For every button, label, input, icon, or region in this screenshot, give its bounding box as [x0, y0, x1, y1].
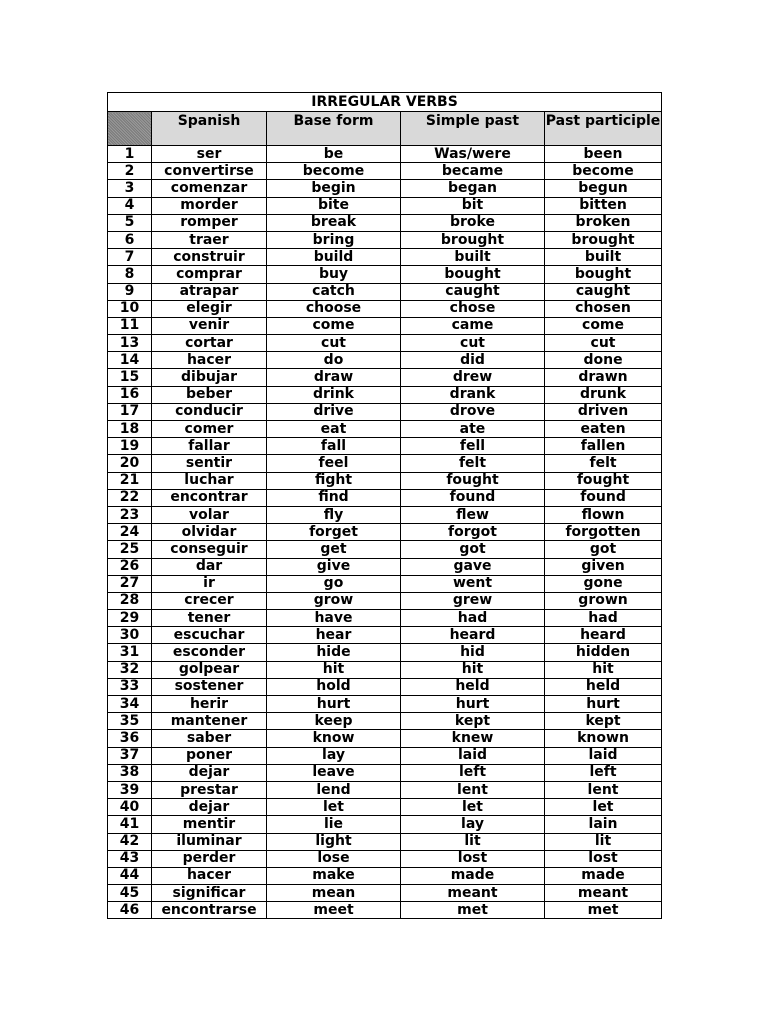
- table-row: [108, 696, 662, 713]
- base-form-cell: lose: [267, 850, 401, 867]
- spanish-cell: tener: [152, 610, 267, 627]
- table-row: [108, 627, 662, 644]
- table-row: [108, 300, 662, 317]
- past-participle-cell: lit: [545, 833, 662, 850]
- row-number: 3: [108, 180, 152, 197]
- simple-past-cell: began: [401, 180, 545, 197]
- simple-past-cell: lost: [401, 850, 545, 867]
- spanish-cell: atrapar: [152, 283, 267, 300]
- row-number: 32: [108, 661, 152, 678]
- simple-past-cell: flew: [401, 506, 545, 523]
- simple-past-cell: drew: [401, 369, 545, 386]
- row-number: 28: [108, 592, 152, 609]
- table-row: [108, 197, 662, 214]
- row-number: 10: [108, 300, 152, 317]
- simple-past-cell: grew: [401, 592, 545, 609]
- past-participle-cell: caught: [545, 283, 662, 300]
- table-row: [108, 438, 662, 455]
- past-participle-cell: drunk: [545, 386, 662, 403]
- row-number: 44: [108, 867, 152, 884]
- row-number: 18: [108, 421, 152, 438]
- simple-past-cell: fell: [401, 438, 545, 455]
- base-form-cell: know: [267, 730, 401, 747]
- base-form-cell: do: [267, 352, 401, 369]
- row-number: 40: [108, 799, 152, 816]
- table-row: [108, 369, 662, 386]
- base-form-cell: hide: [267, 644, 401, 661]
- table-row: [108, 644, 662, 661]
- simple-past-cell: held: [401, 678, 545, 695]
- spanish-cell: convertirse: [152, 163, 267, 180]
- base-form-cell: hear: [267, 627, 401, 644]
- row-number: 8: [108, 266, 152, 283]
- base-form-cell: hold: [267, 678, 401, 695]
- header-spanish: Spanish: [152, 112, 267, 146]
- past-participle-cell: laid: [545, 747, 662, 764]
- spanish-cell: olvidar: [152, 524, 267, 541]
- table-row: [108, 661, 662, 678]
- table-row: [108, 850, 662, 867]
- spanish-cell: sentir: [152, 455, 267, 472]
- simple-past-cell: brought: [401, 231, 545, 248]
- past-participle-cell: hidden: [545, 644, 662, 661]
- spanish-cell: dar: [152, 558, 267, 575]
- table-row: [108, 421, 662, 438]
- table-row: [108, 713, 662, 730]
- simple-past-cell: hurt: [401, 696, 545, 713]
- past-participle-cell: been: [545, 146, 662, 163]
- base-form-cell: light: [267, 833, 401, 850]
- base-form-cell: draw: [267, 369, 401, 386]
- simple-past-cell: cut: [401, 335, 545, 352]
- past-participle-cell: made: [545, 867, 662, 884]
- past-participle-cell: had: [545, 610, 662, 627]
- spanish-cell: ir: [152, 575, 267, 592]
- base-form-cell: buy: [267, 266, 401, 283]
- base-form-cell: mean: [267, 885, 401, 902]
- past-participle-cell: cut: [545, 335, 662, 352]
- row-number: 29: [108, 610, 152, 627]
- row-number: 43: [108, 850, 152, 867]
- past-participle-cell: given: [545, 558, 662, 575]
- simple-past-cell: chose: [401, 300, 545, 317]
- past-participle-cell: left: [545, 764, 662, 781]
- simple-past-cell: lent: [401, 781, 545, 798]
- base-form-cell: bring: [267, 231, 401, 248]
- base-form-cell: lay: [267, 747, 401, 764]
- table-row: [108, 730, 662, 747]
- past-participle-cell: brought: [545, 231, 662, 248]
- spanish-cell: golpear: [152, 661, 267, 678]
- simple-past-cell: met: [401, 902, 545, 919]
- table-row: [108, 816, 662, 833]
- spanish-cell: mantener: [152, 713, 267, 730]
- spanish-cell: construir: [152, 249, 267, 266]
- past-participle-cell: done: [545, 352, 662, 369]
- row-number: 30: [108, 627, 152, 644]
- spanish-cell: fallar: [152, 438, 267, 455]
- past-participle-cell: built: [545, 249, 662, 266]
- row-number: 1: [108, 146, 152, 163]
- spanish-cell: encontrarse: [152, 902, 267, 919]
- table-row: [108, 524, 662, 541]
- spanish-cell: conducir: [152, 403, 267, 420]
- table-row: [108, 592, 662, 609]
- row-number: 7: [108, 249, 152, 266]
- simple-past-cell: hid: [401, 644, 545, 661]
- spanish-cell: hacer: [152, 352, 267, 369]
- simple-past-cell: drove: [401, 403, 545, 420]
- table-row: [108, 489, 662, 506]
- table-row: [108, 214, 662, 231]
- simple-past-cell: lay: [401, 816, 545, 833]
- table-row: [108, 386, 662, 403]
- base-form-cell: grow: [267, 592, 401, 609]
- table-row: [108, 317, 662, 334]
- simple-past-cell: built: [401, 249, 545, 266]
- base-form-cell: build: [267, 249, 401, 266]
- row-number: 24: [108, 524, 152, 541]
- past-participle-cell: broken: [545, 214, 662, 231]
- base-form-cell: lend: [267, 781, 401, 798]
- table-row: [108, 335, 662, 352]
- past-participle-cell: held: [545, 678, 662, 695]
- simple-past-cell: bought: [401, 266, 545, 283]
- base-form-cell: fight: [267, 472, 401, 489]
- header-simple-past: Simple past: [401, 112, 545, 146]
- row-number: 16: [108, 386, 152, 403]
- past-participle-cell: let: [545, 799, 662, 816]
- past-participle-cell: eaten: [545, 421, 662, 438]
- simple-past-cell: caught: [401, 283, 545, 300]
- row-number: 4: [108, 197, 152, 214]
- simple-past-cell: let: [401, 799, 545, 816]
- spanish-cell: conseguir: [152, 541, 267, 558]
- spanish-cell: ser: [152, 146, 267, 163]
- base-form-cell: drive: [267, 403, 401, 420]
- table-row: [108, 472, 662, 489]
- past-participle-cell: grown: [545, 592, 662, 609]
- row-number: 6: [108, 231, 152, 248]
- row-number: 15: [108, 369, 152, 386]
- past-participle-cell: chosen: [545, 300, 662, 317]
- base-form-cell: drink: [267, 386, 401, 403]
- spanish-cell: cortar: [152, 335, 267, 352]
- table-row: [108, 231, 662, 248]
- past-participle-cell: become: [545, 163, 662, 180]
- row-number: 39: [108, 781, 152, 798]
- simple-past-cell: left: [401, 764, 545, 781]
- base-form-cell: leave: [267, 764, 401, 781]
- corner-cell: [108, 112, 152, 146]
- spanish-cell: prestar: [152, 781, 267, 798]
- base-form-cell: break: [267, 214, 401, 231]
- table-row: [108, 678, 662, 695]
- row-number: 19: [108, 438, 152, 455]
- base-form-cell: meet: [267, 902, 401, 919]
- base-form-cell: forget: [267, 524, 401, 541]
- simple-past-cell: got: [401, 541, 545, 558]
- spanish-cell: beber: [152, 386, 267, 403]
- spanish-cell: saber: [152, 730, 267, 747]
- irregular-verbs-sheet: [107, 92, 662, 919]
- spanish-cell: hacer: [152, 867, 267, 884]
- row-number: 38: [108, 764, 152, 781]
- header-past-participle: Past participle: [545, 112, 662, 146]
- row-number: 46: [108, 902, 152, 919]
- past-participle-cell: lent: [545, 781, 662, 798]
- simple-past-cell: ate: [401, 421, 545, 438]
- table-row: [108, 146, 662, 163]
- past-participle-cell: found: [545, 489, 662, 506]
- table-row: [108, 833, 662, 850]
- row-number: 14: [108, 352, 152, 369]
- spanish-cell: luchar: [152, 472, 267, 489]
- simple-past-cell: bit: [401, 197, 545, 214]
- table-row: [108, 455, 662, 472]
- table-row: [108, 867, 662, 884]
- base-form-cell: come: [267, 317, 401, 334]
- row-number: 35: [108, 713, 152, 730]
- simple-past-cell: fought: [401, 472, 545, 489]
- spanish-cell: comenzar: [152, 180, 267, 197]
- row-number: 23: [108, 506, 152, 523]
- row-number: 27: [108, 575, 152, 592]
- table-row: [108, 885, 662, 902]
- simple-past-cell: heard: [401, 627, 545, 644]
- past-participle-cell: driven: [545, 403, 662, 420]
- past-participle-cell: forgotten: [545, 524, 662, 541]
- base-form-cell: be: [267, 146, 401, 163]
- base-form-cell: get: [267, 541, 401, 558]
- row-number: 26: [108, 558, 152, 575]
- simple-past-cell: knew: [401, 730, 545, 747]
- base-form-cell: keep: [267, 713, 401, 730]
- row-number: 21: [108, 472, 152, 489]
- past-participle-cell: met: [545, 902, 662, 919]
- spanish-cell: significar: [152, 885, 267, 902]
- spanish-cell: romper: [152, 214, 267, 231]
- table-row: [108, 799, 662, 816]
- row-number: 42: [108, 833, 152, 850]
- simple-past-cell: came: [401, 317, 545, 334]
- base-form-cell: hurt: [267, 696, 401, 713]
- base-form-cell: begin: [267, 180, 401, 197]
- table-row: [108, 163, 662, 180]
- table-row: [108, 506, 662, 523]
- row-number: 13: [108, 335, 152, 352]
- spanish-cell: comer: [152, 421, 267, 438]
- simple-past-cell: kept: [401, 713, 545, 730]
- row-number: 31: [108, 644, 152, 661]
- row-number: 17: [108, 403, 152, 420]
- simple-past-cell: Was/were: [401, 146, 545, 163]
- table-row: [108, 283, 662, 300]
- spanish-cell: iluminar: [152, 833, 267, 850]
- base-form-cell: have: [267, 610, 401, 627]
- base-form-cell: go: [267, 575, 401, 592]
- spanish-cell: dejar: [152, 764, 267, 781]
- row-number: 11: [108, 317, 152, 334]
- past-participle-cell: flown: [545, 506, 662, 523]
- row-number: 34: [108, 696, 152, 713]
- past-participle-cell: bitten: [545, 197, 662, 214]
- table-row: [108, 541, 662, 558]
- past-participle-cell: lost: [545, 850, 662, 867]
- base-form-cell: find: [267, 489, 401, 506]
- base-form-cell: bite: [267, 197, 401, 214]
- simple-past-cell: broke: [401, 214, 545, 231]
- simple-past-cell: lit: [401, 833, 545, 850]
- simple-past-cell: went: [401, 575, 545, 592]
- spanish-cell: comprar: [152, 266, 267, 283]
- base-form-cell: become: [267, 163, 401, 180]
- past-participle-cell: hurt: [545, 696, 662, 713]
- table-row: [108, 352, 662, 369]
- past-participle-cell: fallen: [545, 438, 662, 455]
- table-row: [108, 902, 662, 919]
- base-form-cell: fall: [267, 438, 401, 455]
- row-number: 20: [108, 455, 152, 472]
- table-row: [108, 575, 662, 592]
- past-participle-cell: got: [545, 541, 662, 558]
- spanish-cell: venir: [152, 317, 267, 334]
- simple-past-cell: laid: [401, 747, 545, 764]
- table-row: [108, 764, 662, 781]
- past-participle-cell: begun: [545, 180, 662, 197]
- past-participle-cell: known: [545, 730, 662, 747]
- row-number: 37: [108, 747, 152, 764]
- table-row: [108, 781, 662, 798]
- spanish-cell: perder: [152, 850, 267, 867]
- past-participle-cell: come: [545, 317, 662, 334]
- simple-past-cell: hit: [401, 661, 545, 678]
- base-form-cell: feel: [267, 455, 401, 472]
- base-form-cell: make: [267, 867, 401, 884]
- past-participle-cell: lain: [545, 816, 662, 833]
- spanish-cell: sostener: [152, 678, 267, 695]
- spanish-cell: morder: [152, 197, 267, 214]
- table-row: [108, 558, 662, 575]
- table-row: [108, 180, 662, 197]
- spanish-cell: crecer: [152, 592, 267, 609]
- header-base-form: Base form: [267, 112, 401, 146]
- past-participle-cell: meant: [545, 885, 662, 902]
- past-participle-cell: kept: [545, 713, 662, 730]
- base-form-cell: catch: [267, 283, 401, 300]
- past-participle-cell: drawn: [545, 369, 662, 386]
- past-participle-cell: bought: [545, 266, 662, 283]
- spanish-cell: traer: [152, 231, 267, 248]
- base-form-cell: cut: [267, 335, 401, 352]
- table-row: [108, 747, 662, 764]
- verbs-table: [107, 92, 662, 919]
- row-number: 22: [108, 489, 152, 506]
- table-row: [108, 266, 662, 283]
- spanish-cell: herir: [152, 696, 267, 713]
- row-number: 2: [108, 163, 152, 180]
- base-form-cell: let: [267, 799, 401, 816]
- past-participle-cell: heard: [545, 627, 662, 644]
- spanish-cell: escuchar: [152, 627, 267, 644]
- row-number: 25: [108, 541, 152, 558]
- row-number: 45: [108, 885, 152, 902]
- spanish-cell: mentir: [152, 816, 267, 833]
- past-participle-cell: fought: [545, 472, 662, 489]
- row-number: 33: [108, 678, 152, 695]
- simple-past-cell: had: [401, 610, 545, 627]
- simple-past-cell: gave: [401, 558, 545, 575]
- base-form-cell: give: [267, 558, 401, 575]
- past-participle-cell: gone: [545, 575, 662, 592]
- past-participle-cell: felt: [545, 455, 662, 472]
- table-row: [108, 249, 662, 266]
- base-form-cell: hit: [267, 661, 401, 678]
- row-number: 41: [108, 816, 152, 833]
- simple-past-cell: became: [401, 163, 545, 180]
- base-form-cell: lie: [267, 816, 401, 833]
- simple-past-cell: forgot: [401, 524, 545, 541]
- simple-past-cell: did: [401, 352, 545, 369]
- spanish-cell: volar: [152, 506, 267, 523]
- spanish-cell: esconder: [152, 644, 267, 661]
- table-row: [108, 403, 662, 420]
- base-form-cell: eat: [267, 421, 401, 438]
- past-participle-cell: hit: [545, 661, 662, 678]
- simple-past-cell: drank: [401, 386, 545, 403]
- simple-past-cell: meant: [401, 885, 545, 902]
- row-number: 36: [108, 730, 152, 747]
- simple-past-cell: made: [401, 867, 545, 884]
- spanish-cell: elegir: [152, 300, 267, 317]
- simple-past-cell: found: [401, 489, 545, 506]
- spanish-cell: encontrar: [152, 489, 267, 506]
- spanish-cell: dibujar: [152, 369, 267, 386]
- row-number: 5: [108, 214, 152, 231]
- table-title: IRREGULAR VERBS: [108, 93, 662, 112]
- spanish-cell: dejar: [152, 799, 267, 816]
- table-row: [108, 610, 662, 627]
- row-number: 9: [108, 283, 152, 300]
- verb-rows: [108, 146, 662, 919]
- spanish-cell: poner: [152, 747, 267, 764]
- simple-past-cell: felt: [401, 455, 545, 472]
- base-form-cell: choose: [267, 300, 401, 317]
- base-form-cell: fly: [267, 506, 401, 523]
